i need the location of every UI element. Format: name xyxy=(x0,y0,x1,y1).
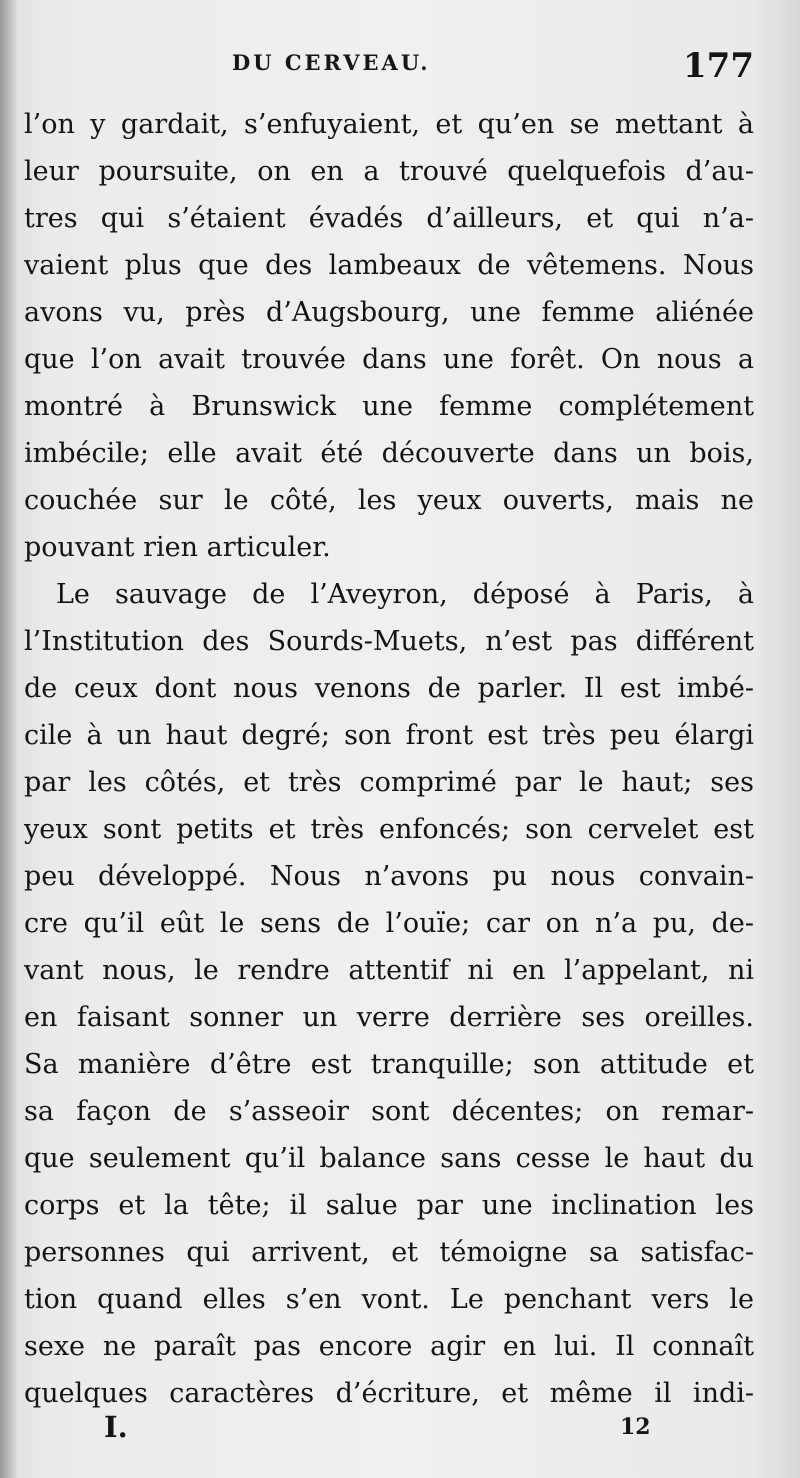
text-line: yeux sont petits et très enfoncés; son cervelet est xyxy=(24,814,754,845)
text-line: corps et la tête; il salue par une inclination les xyxy=(24,1190,754,1221)
paragraph-2 xyxy=(24,571,754,1417)
page-header xyxy=(0,44,800,104)
text-line: quelques caractères d’écriture, et même il indi- xyxy=(24,1378,754,1409)
text-line: imbécile; elle avait été découverte dans un bois, xyxy=(24,438,754,469)
text-line: personnes qui arrivent, et témoigne sa satisfac- xyxy=(24,1237,754,1268)
text-line: Sa manière d’être est tranquille; son attitude et xyxy=(24,1049,754,1080)
text-line: pouvant rien articuler. xyxy=(24,532,331,563)
text-line: tion quand elles s’en vont. Le penchant vers le xyxy=(24,1284,754,1315)
text-line: de ceux dont nous venons de parler. Il est imbé- xyxy=(24,673,754,704)
text-line: l’on y gardait, s’enfuyaient, et qu’en se mettant à xyxy=(24,109,754,140)
body-text xyxy=(24,101,754,1417)
text-line: Le sauvage de l’Aveyron, déposé à Paris, à xyxy=(56,579,754,610)
text-line: montré à Brunswick une femme complétement xyxy=(24,391,754,422)
running-title: DU CERVEAU. xyxy=(232,50,431,75)
page-footer xyxy=(0,1410,800,1450)
paragraph-1 xyxy=(24,101,754,571)
text-line: sa façon de s’asseoir sont décentes; on remar- xyxy=(24,1096,754,1127)
text-line: avons vu, près d’Augsbourg, une femme aliénée xyxy=(24,297,754,328)
text-line: sexe ne paraît pas encore agir en lui. Il connaît xyxy=(24,1331,754,1362)
text-line: vaient plus que des lambeaux de vêtemens. Nous xyxy=(24,250,754,281)
text-line: que seulement qu’il balance sans cesse le haut du xyxy=(24,1143,754,1174)
text-line: cre qu’il eût le sens de l’ouïe; car on n’a pu, de- xyxy=(24,908,754,939)
text-line: tres qui s’étaient évadés d’ailleurs, et qui n’a- xyxy=(24,203,754,234)
text-line: par les côtés, et très comprimé par le haut; ses xyxy=(24,767,754,798)
text-line: couchée sur le côté, les yeux ouverts, mais ne xyxy=(24,485,754,516)
text-line: en faisant sonner un verre derrière ses oreilles. xyxy=(24,1002,754,1033)
volume-mark: I. xyxy=(104,1410,128,1444)
text-line: peu développé. Nous n’avons pu nous convain- xyxy=(24,861,754,892)
text-line: vant nous, le rendre attentif ni en l’appelant, ni xyxy=(24,955,754,986)
text-line: l’Institution des Sourds-Muets, n’est pas différent xyxy=(24,626,754,657)
signature-mark: 12 xyxy=(620,1414,651,1440)
page-number: 177 xyxy=(683,46,754,86)
binding-shadow xyxy=(0,0,18,1478)
text-line: cile à un haut degré; son front est très peu élargi xyxy=(24,720,754,751)
text-line: que l’on avait trouvée dans une forêt. On nous a xyxy=(24,344,754,375)
text-line: leur poursuite, on en a trouvé quelquefois d’au- xyxy=(24,156,754,187)
